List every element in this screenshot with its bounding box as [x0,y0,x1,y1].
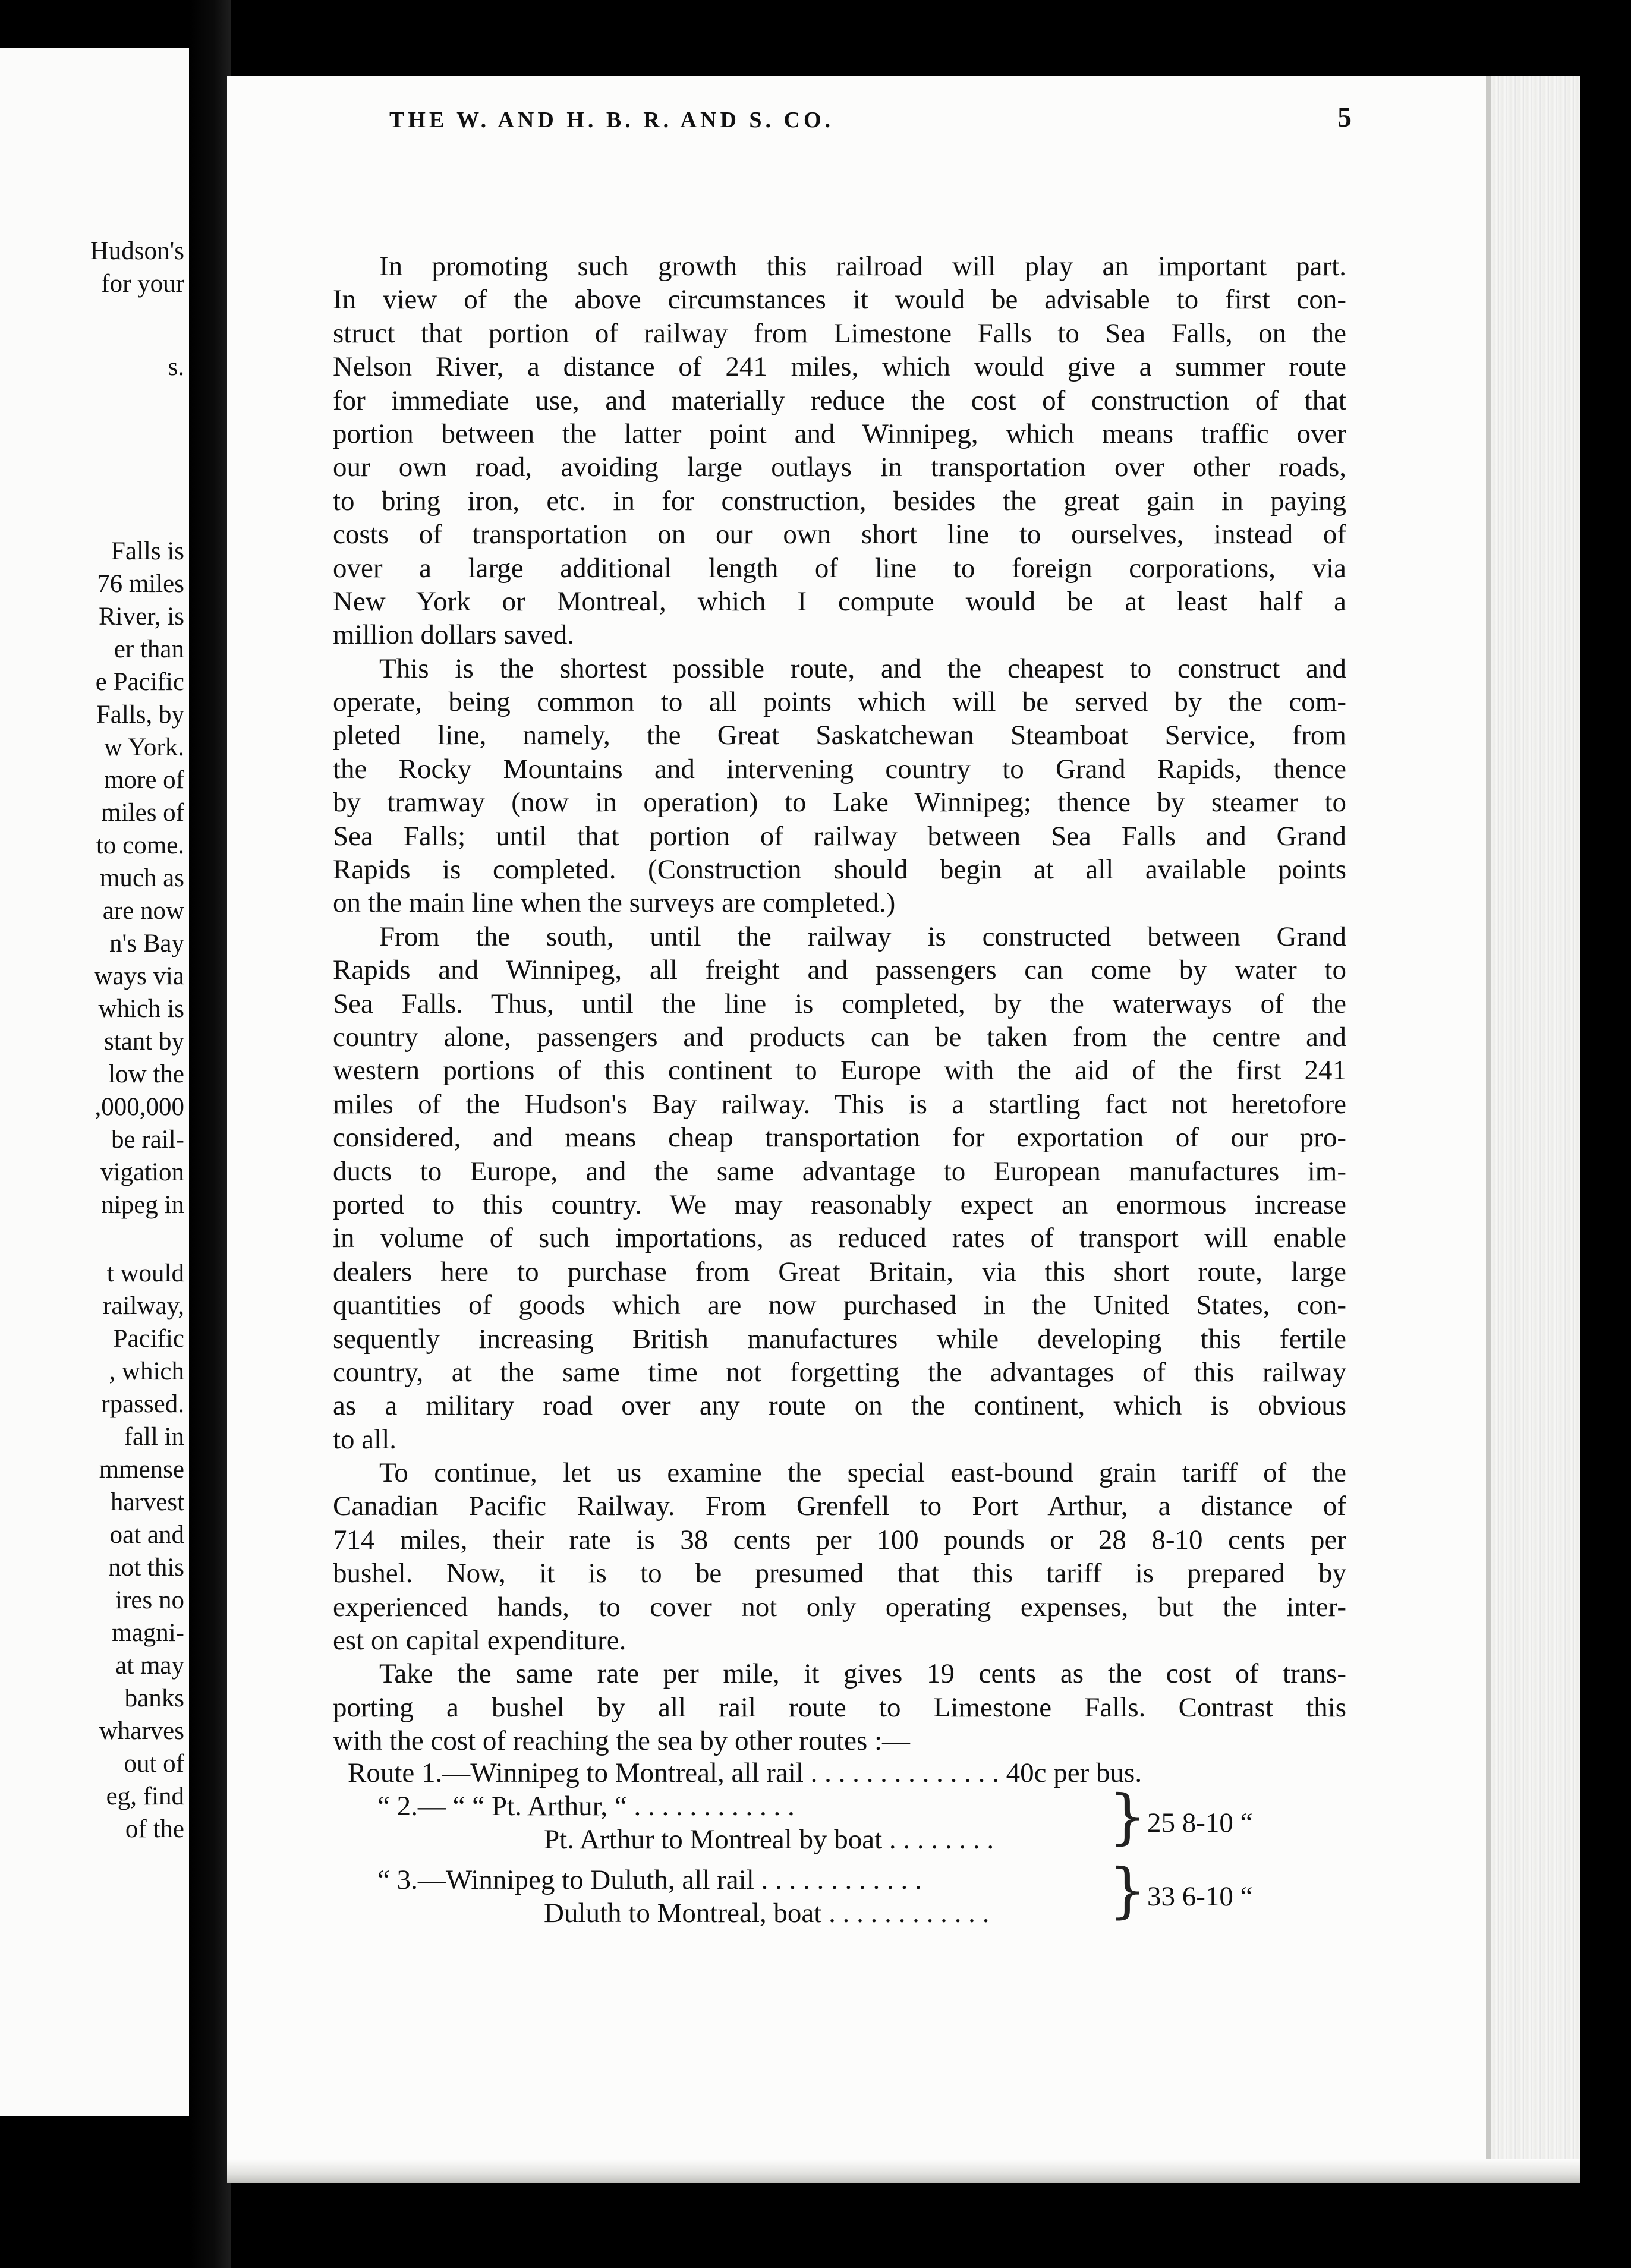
body-line: Rapids and Winnipeg, all freight and passengers can come by water to [333,955,1346,986]
body-line: Sea Falls; until that portion of railway between Sea Falls and Grand [333,820,1346,852]
book-gutter [189,0,231,2268]
body-line: In view of the above circumstances it would be advisable to first con- [333,284,1346,316]
left-page-line: Hudson's [90,237,184,265]
rate-row-3a: “ 3.—Winnipeg to Duluth, all rail . . . . . . . . . . . . [377,1864,922,1895]
left-page-line: magni- [112,1619,184,1647]
body-line: bushel. Now, it is to be presumed that this tariff is prepared by [333,1558,1346,1589]
left-page-line: much as [99,864,184,892]
body-line: over a large additional length of line to foreign corporations, via [333,552,1346,584]
page-number: 5 [1337,102,1352,133]
left-page-line: stant by [104,1028,184,1056]
left-page-line: er than [114,635,184,663]
body-line: country, at the same time not forgetting the advantages of this railway [333,1356,1346,1388]
left-page-line: out of [124,1750,184,1778]
left-page-line: fall in [124,1423,184,1451]
left-page-line: harvest [110,1488,184,1516]
body-line: considered, and means cheap transportation for exportation of our pro- [333,1122,1346,1154]
body-line: experienced hands, to cover not only operating expenses, but the inter- [333,1591,1346,1623]
body-line: Canadian Pacific Railway. From Grenfell to Port Arthur, a distance of [333,1491,1346,1522]
body-line: 714 miles, their rate is 38 cents per 100 pounds or 28 8-10 cents per [333,1524,1346,1555]
body-line: Rapids is completed. (Construction should begin at all available points [333,854,1346,886]
body-line: dealers here to purchase from Great Britain, via this short route, large [333,1256,1346,1287]
body-line: From the south, until the railway is constructed between Grand [379,921,1346,952]
left-page-line: at may [115,1652,184,1680]
body-line: To continue, let us examine the special east-bound grain tariff of the [379,1457,1346,1489]
left-page-line: oat and [109,1521,184,1549]
left-page-line: banks [124,1684,184,1712]
left-page-line: railway, [103,1292,184,1320]
left-page-line: not this [108,1554,184,1582]
body-line: our own road, avoiding large outlays in transportation over other roads, [333,452,1346,483]
left-page-line: for your [101,270,184,298]
rate-value-route-2: 25 8-10 “ [1147,1807,1253,1838]
body-line: in volume of such importations, as reduced rates of transport will enable [333,1223,1346,1254]
body-line: portion between the latter point and Winnipeg, which means traffic over [333,418,1346,449]
left-page-line: rpassed. [101,1390,184,1418]
left-page-line: t would [106,1259,184,1287]
left-page-line: ways via [94,962,184,990]
body-line: New York or Montreal, which I compute would be at least half a [333,585,1346,617]
body-line: the Rocky Mountains and intervening country to Grand Rapids, thence [333,753,1346,785]
left-page-line: , which [109,1357,184,1385]
body-line: as a military road over any route on the continent, which is obvious [333,1390,1346,1422]
body-line: pleted line, namely, the Great Saskatchewan Steamboat Service, from [333,720,1346,751]
body-line: operate, being common to all points which will be served by the com- [333,686,1346,718]
rate-row-1: Route 1.—Winnipeg to Montreal, all rail . . . . . . . . . . . . . . 40c per bus. [348,1757,1142,1788]
left-page-line: of the [125,1815,184,1843]
body-line: est on capital expenditure. [333,1625,626,1656]
brace-route-3: } [1109,1856,1147,1925]
left-page-line: n's Bay [109,930,184,957]
left-page-line: to come. [96,831,184,859]
body-line: western portions of this continent to Europe with the aid of the first 241 [333,1055,1346,1086]
left-page-line: nipeg in [101,1191,184,1219]
left-page-line: Falls is [111,537,184,565]
body-line: porting a bushel by all rail route to Limestone Falls. Contrast this [333,1691,1346,1723]
left-page-line: Pacific [113,1325,184,1353]
left-page-line: which is [98,995,184,1023]
body-line: on the main line when the surveys are completed.) [333,887,896,919]
left-page-line: more of [104,766,184,794]
body-text [333,250,1346,1758]
body-line: million dollars saved. [333,619,574,651]
page-stack-edge [1491,76,1580,2183]
running-head: THE W. AND H. B. R. AND S. CO. [389,108,835,133]
body-line: Take the same rate per mile, it gives 19 cents as the cost of trans- [379,1658,1346,1690]
left-facing-page [0,48,189,2116]
body-line: This is the shortest possible route, and the cheapest to construct and [379,653,1346,684]
rate-value-route-3: 33 6-10 “ [1147,1881,1253,1912]
left-page-line: are now [102,897,184,925]
left-page-line: ires no [115,1586,184,1614]
left-page-line: Falls, by [96,701,184,729]
body-line: In promoting such growth this railroad will play an important part. [379,251,1346,282]
body-line: sequently increasing British manufactures while developing this fertile [333,1323,1346,1354]
body-line: country alone, passengers and products can be taken from the centre and [333,1021,1346,1053]
left-page-line: e Pacific [95,668,184,696]
body-line: to all. [333,1423,397,1455]
body-line: quantities of goods which are now purchased in the United States, con- [333,1290,1346,1321]
body-line: costs of transportation on our own short line to ourselves, instead of [333,519,1346,550]
left-page-line: low the [108,1060,184,1088]
body-line: with the cost of reaching the sea by other routes :— [333,1725,911,1757]
rate-row-2b: Pt. Arthur to Montreal by boat . . . . . . . . [544,1824,994,1855]
left-page-line: mmense [99,1456,184,1483]
left-page-line: s. [168,353,184,381]
body-line: for immediate use, and materially reduce the cost of construction of that [333,385,1346,416]
body-line: Sea Falls. Thus, until the line is completed, by the waterways of the [333,988,1346,1019]
left-page-line: w York. [103,733,184,761]
body-line: miles of the Hudson's Bay railway. This is a startling fact not heretofore [333,1088,1346,1120]
body-line: to bring iron, etc. in for construction, besides the great gain in paying [333,485,1346,516]
brace-route-2: } [1109,1782,1147,1851]
body-line: Nelson River, a distance of 241 miles, which would give a summer route [333,351,1346,383]
left-page-line: eg, find [106,1782,184,1810]
left-page-line: be rail- [111,1126,184,1154]
body-line: struct that portion of railway from Limestone Falls to Sea Falls, on the [333,317,1346,349]
body-line: by tramway (now in operation) to Lake Winnipeg; thence by steamer to [333,787,1346,818]
left-page-line: 76 miles [97,570,184,598]
left-page-line: miles of [101,799,184,827]
body-line: ducts to Europe, and the same advantage to European manufactures im- [333,1155,1346,1187]
rate-row-3b: Duluth to Montreal, boat . . . . . . . . . . . . [544,1898,990,1929]
left-page-line: ,000,000 [95,1093,184,1121]
left-page-line: vigation [100,1158,184,1186]
page-bottom-edge [227,2159,1580,2183]
rate-row-2a: “ 2.— “ “ Pt. Arthur, “ . . . . . . . . . . . . [377,1791,795,1822]
page-edge-shadow [1486,76,1491,2183]
body-line: ported to this country. We may reasonably expect an enormous increase [333,1189,1346,1220]
left-page-line: wharves [99,1717,184,1745]
left-page-line: River, is [99,603,184,631]
